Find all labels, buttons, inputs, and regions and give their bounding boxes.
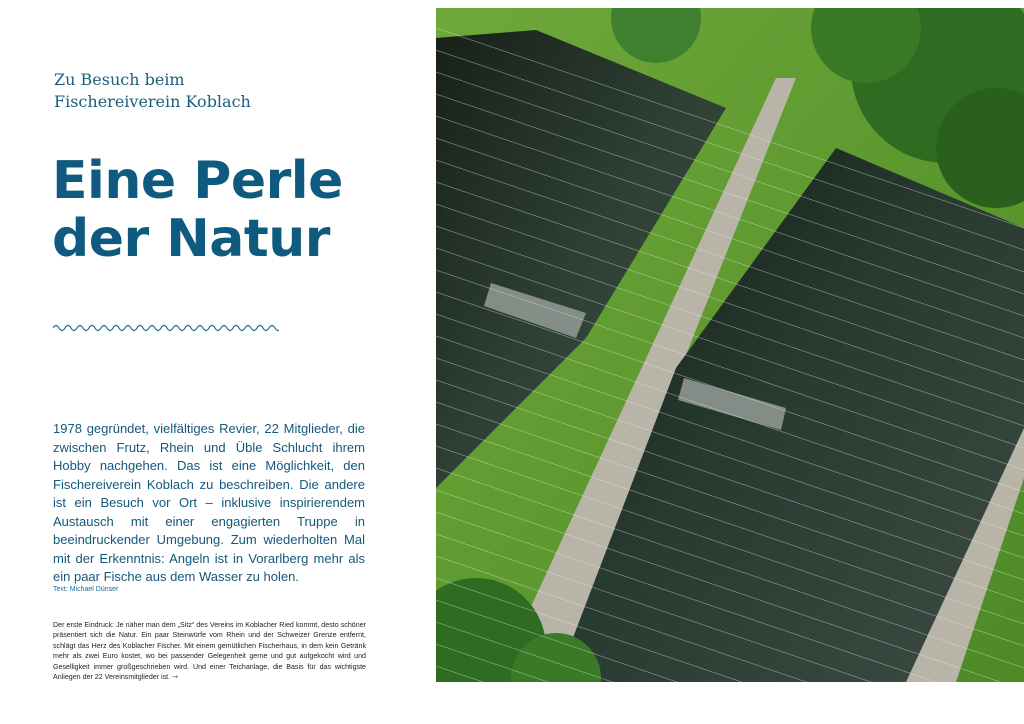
aerial-photo [436, 8, 1024, 682]
headline-line-1: Eine Perle [52, 151, 343, 211]
headline-line-2: der Natur [52, 209, 330, 269]
body-paragraph [53, 620, 366, 682]
headline [52, 152, 422, 268]
byline: Text: Michael Dünser [53, 586, 119, 593]
body-text: Der erste Eindruck: Je näher man dem „Sitz“ des Vereins im Koblacher Ried kommt, desto schöner präsentiert sich die Natur. Ein paar Steinwürfe vom Rhein und der Schweizer Grenze entfernt, schlägt das Herz des Koblacher Fischer. Mit einem gemütlichen Fischerhaus, in dem kein Getränk mehr als zwei Euro kostet, wo bei passender Gelegenheit gerne und gut aufgekocht wird und Geselligkeit immer großgeschrieben wird. Und einer Teichanlage, die Basis für das wichtigste Anliegen der 22 Vereinsmitglieder ist. [53, 621, 366, 682]
kicker [54, 69, 414, 113]
continue-arrow-icon: → [172, 672, 179, 682]
kicker-line-2: Fischereiverein Koblach [54, 92, 251, 111]
lead-paragraph: 1978 gegründet, vielfältiges Revier, 22 Mitglieder, die zwischen Frutz, Rhein und Üble Schlucht ihrem Hobby nachgehen. Das ist eine Möglichkeit, den Fischereiverein Koblach zu beschreiben. Die andere ist ein Besuch vor Ort – inklusive inspirierendem Austausch mit einer engagierten Truppe in beeindruckender Umgebung. Zum wiederholten Mal mit der Erkenntnis: Angeln ist in Vorarlberg mehr als ein paar Fische aus dem Wasser zu holen. [53, 421, 365, 584]
fish-ponds-illustration [436, 8, 1024, 682]
kicker-line-1: Zu Besuch beim [54, 70, 185, 89]
text-column [0, 0, 436, 724]
wave-divider [53, 322, 279, 334]
